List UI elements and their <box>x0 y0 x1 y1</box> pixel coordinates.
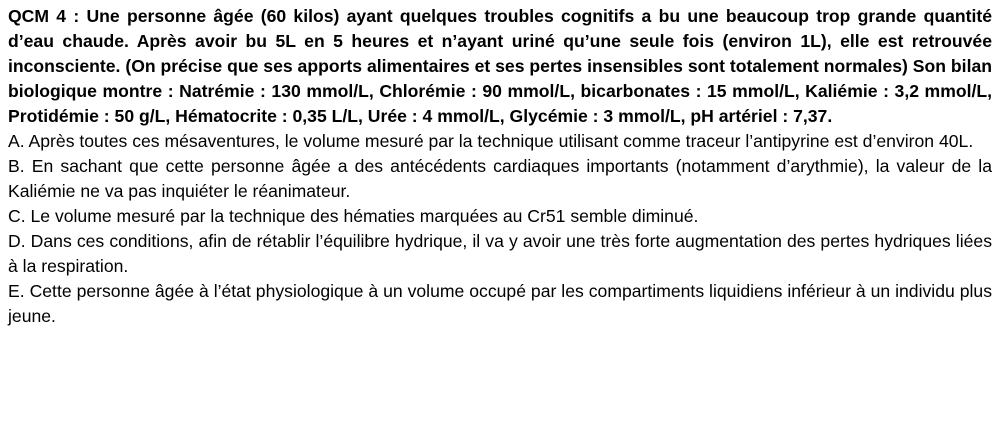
option-c: C. Le volume mesuré par la technique des hématies marquées au Cr51 semble diminué. <box>8 206 699 226</box>
question-stem: QCM 4 : Une personne âgée (60 kilos) ayant quelques troubles cognitifs a bu une beaucoup trop grande quantité d’eau chaude. Après avoir bu 5L en 5 heures et n’ayant uriné qu’une seule fois (environ 1L), elle est retrouvée inconsciente. (On précise que ses apports alimentaires et ses pertes insensibles sont totalement normales) Son bilan biologique montre : Natrémie : 130 mmol/L, Chlorémie : 90 mmol/L, bicarbonates : 15 mmol/L, Kaliémie : 3,2 mmol/L, Protidémie : 50 g/L, Hématocrite : 0,35 L/L, Urée : 4 mmol/L, Glycémie : 3 mmol/L, pH artériel : 7,37. <box>8 6 992 126</box>
option-a: A. Après toutes ces mésaventures, le volume mesuré par la technique utilisant comme traceur l’antipyrine est d’environ 40L. <box>8 131 974 151</box>
option-b: B. En sachant que cette personne âgée a des antécédents cardiaques importants (notamment d’arythmie), la valeur de la Kaliémie ne va pas inquiéter le réanimateur. <box>8 156 992 201</box>
option-d: D. Dans ces conditions, afin de rétablir l’équilibre hydrique, il va y avoir une très forte augmentation des pertes hydriques liées à la respiration. <box>8 231 992 276</box>
option-e: E. Cette personne âgée à l’état physiologique à un volume occupé par les compartiments liquidiens inférieur à un individu plus jeune. <box>8 281 992 326</box>
